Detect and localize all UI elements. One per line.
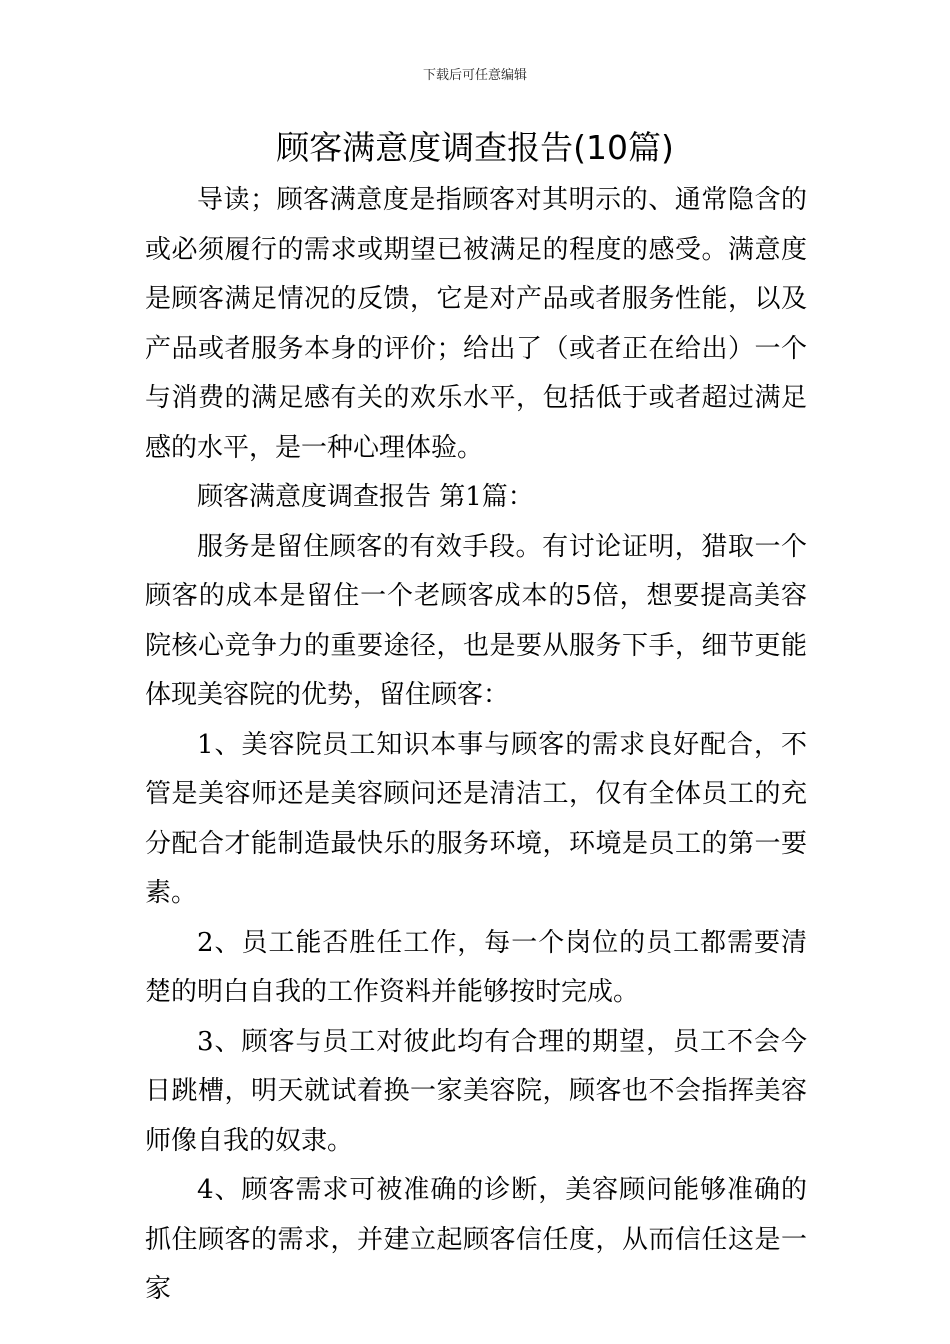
list-item: 4、顾客需求可被准确的诊断，美容顾问能够准确的抓住顾客的需求，并建立起顾客信任度，从而信任这是一家 xyxy=(145,1175,807,1304)
section-heading: 顾客满意度调查报告 第1篇： xyxy=(197,482,534,512)
list-item: 3、顾客与员工对彼此均有合理的期望，员工不会今日跳槽，明天就试着换一家美容院，顾客也不会指挥美容师像自我的奴隶。 xyxy=(145,1026,807,1156)
list-item: 2、员工能否胜任工作，每一个岗位的员工都需要清楚的明白自我的工作资料并能够按时完成。 xyxy=(145,927,807,1007)
header-note: 下载后可任意编辑 xyxy=(422,68,527,83)
paragraph: 服务是留住顾客的有效手段。有讨论证明，猎取一个顾客的成本是留住一个老顾客成本的5倍，想要提高美容院核心竞争力的重要途径，也是要从服务下手，细节更能体现美容院的优势，留住顾客： xyxy=(145,531,807,710)
document-body xyxy=(145,176,807,1315)
list-item: 1、美容院员工知识本事与顾客的需求良好配合，不管是美容师还是美容顾问还是清洁工，仅有全体员工的充分配合才能制造最快乐的服务环境，环境是员工的第一要素。 xyxy=(145,729,807,908)
document-title: 顾客满意度调查报告(10篇) xyxy=(276,128,674,167)
paragraph-intro: 导读；顾客满意度是指顾客对其明示的、通常隐含的或必须履行的需求或期望已被满足的程度的感受。满意度是顾客满足情况的反馈，它是对产品或者服务性能，以及产品或者服务本身的评价；给出了（或者正在给出）一个与消费的满足感有关的欢乐水平，包括低于或者超过满足感的水平，是一种心理体验。 xyxy=(145,185,807,463)
